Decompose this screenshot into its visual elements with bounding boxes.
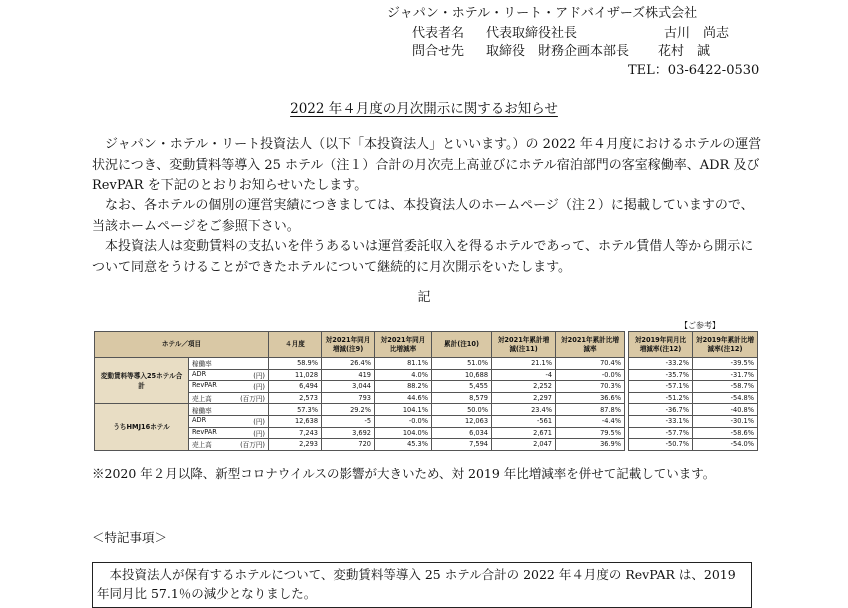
table-cell: 2,573: [269, 392, 322, 404]
table-cell: 8,579: [432, 392, 492, 404]
table-cell: -0.0%: [375, 415, 432, 427]
header-col-4: 累計(注10): [432, 332, 492, 358]
table-cell: 36.9%: [556, 439, 625, 451]
row-item: [189, 381, 269, 393]
table-cell: 7,594: [432, 439, 492, 451]
table-cell: 10,688: [432, 369, 492, 381]
row-item: [189, 358, 269, 370]
table-cell: 7,243: [269, 427, 322, 439]
ref-cell: -35.7%: [629, 369, 693, 381]
ref-cell: -50.7%: [629, 439, 693, 451]
table-row: [629, 427, 758, 439]
monthly-results-table: [94, 331, 625, 451]
document-title: 2022 年４月度の月次開示に関するお知らせ: [290, 101, 558, 117]
table-cell: 87.8%: [556, 404, 625, 416]
table-cell: 57.3%: [269, 404, 322, 416]
table-cell: 36.6%: [556, 392, 625, 404]
header-ref-1: 対2019年同月比増減率(注12): [629, 332, 693, 358]
row-item: [189, 404, 269, 416]
row-item: [189, 427, 269, 439]
special-text: 本投資法人が保有するホテルについて、変動賃料等導入 25 ホテル合計の 2022 年４月度の RevPAR は、2019 年同月比 57.1％の減少となりました。: [97, 567, 736, 601]
reference-label: 【ご参考】: [680, 321, 720, 330]
row-item: [189, 439, 269, 451]
ref-cell: -36.7%: [629, 404, 693, 416]
item-label: 売上高: [192, 441, 212, 450]
paragraph-3: 本投資法人は変動賃料の支払いを伴うあるいは運営委託収入を得るホテルであって、ホテル賃借人等から開示について同意をうけることができたホテルについて継続的に月次開示をいたします。: [92, 239, 754, 275]
table-cell: 45.3%: [375, 439, 432, 451]
item-label: ADR: [192, 369, 207, 378]
table-cell: 26.4%: [322, 358, 375, 370]
table-cell: 6,034: [432, 427, 492, 439]
table-cell: 2,297: [492, 392, 556, 404]
item-label: RevPAR: [192, 427, 217, 436]
table-cell: 44.6%: [375, 392, 432, 404]
table-cell: 21.1%: [492, 358, 556, 370]
table-cell: 58.9%: [269, 358, 322, 370]
table-row: [629, 358, 758, 370]
table-cell: 29.2%: [322, 404, 375, 416]
table-cell: 104.0%: [375, 427, 432, 439]
row-item: [189, 369, 269, 381]
rep-name: 古川 尚志: [664, 26, 730, 41]
group-name: うちHMJ16ホテル: [95, 404, 189, 450]
table-cell: -4: [492, 369, 556, 381]
paragraph-1: ジャパン・ホテル・リート投資法人（以下「本投資法人」といいます。）の 2022 年４月度におけるホテルの運営状況につき、変動賃料等導入 25 ホテル（注１）合計の月次売上高並びにホテル宿泊部門の客室稼働率、ADR 及び RevPAR を下記のとおりお知らせいたします。: [92, 137, 762, 193]
table-cell: 4.0%: [375, 369, 432, 381]
special-box: [92, 562, 752, 608]
ref-cell: -39.5%: [693, 358, 758, 370]
table-row: [629, 404, 758, 416]
item-unit: (円): [253, 429, 266, 438]
item-unit: (百万円): [240, 395, 266, 404]
table-cell: 88.2%: [375, 381, 432, 393]
item-label: ADR: [192, 416, 207, 425]
rep-title: 代表取締役社長: [486, 26, 578, 41]
table-cell: 720: [322, 439, 375, 451]
ref-cell: -54.8%: [693, 392, 758, 404]
row-item: [189, 415, 269, 427]
contact-title: 取締役 財務企画本部長: [486, 44, 630, 59]
ref-cell: -54.0%: [693, 439, 758, 451]
table-cell: 419: [322, 369, 375, 381]
group-name: 変動賃料等導入25ホテル合計: [95, 358, 189, 404]
item-unit: (百万円): [240, 441, 266, 450]
item-label: RevPAR: [192, 381, 217, 390]
table-cell: 12,063: [432, 415, 492, 427]
tel: TEL：03-6422-0530: [628, 63, 760, 78]
ref-cell: -58.6%: [693, 427, 758, 439]
table-cell: 12,638: [269, 415, 322, 427]
ref-cell: -31.7%: [693, 369, 758, 381]
header-col-5: 対2021年累計増減(注11): [492, 332, 556, 358]
table-row: [95, 404, 625, 416]
table-cell: 2,671: [492, 427, 556, 439]
table-row: [95, 358, 625, 370]
paragraph-2: なお、各ホテルの個別の運営実績につきましては、本投資法人のホームページ（注２）に掲載していますので、当該ホームページをご参照下さい。: [92, 198, 754, 234]
header-col-6: 対2021年累計比増減率: [556, 332, 625, 358]
table-cell: 6,494: [269, 381, 322, 393]
table-cell: 793: [322, 392, 375, 404]
company-name: ジャパン・ホテル・リート・アドバイザーズ株式会社: [387, 6, 698, 21]
row-item: [189, 392, 269, 404]
item-unit: (円): [253, 383, 266, 392]
table-cell: 70.4%: [556, 358, 625, 370]
header-col-1: ４月度: [269, 332, 322, 358]
table-cell: 2,293: [269, 439, 322, 451]
ref-cell: -57.1%: [629, 381, 693, 393]
special-heading: ＜特記事項＞: [92, 530, 168, 545]
table-row: [629, 369, 758, 381]
table-cell: -0.0%: [556, 369, 625, 381]
table-row: [629, 439, 758, 451]
table-cell: 23.4%: [492, 404, 556, 416]
table-cell: 3,692: [322, 427, 375, 439]
table-cell: 51.0%: [432, 358, 492, 370]
table-cell: -561: [492, 415, 556, 427]
ref-cell: -33.2%: [629, 358, 693, 370]
contact-label: 問合せ先: [412, 44, 465, 59]
contact-name: 花村 誠: [658, 44, 711, 59]
table-cell: -5: [322, 415, 375, 427]
table-row: [629, 392, 758, 404]
ref-cell: -57.7%: [629, 427, 693, 439]
ref-cell: -30.1%: [693, 415, 758, 427]
rep-label: 代表者名: [412, 26, 465, 41]
table-cell: 2,252: [492, 381, 556, 393]
ref-cell: -40.8%: [693, 404, 758, 416]
table-row: [629, 381, 758, 393]
item-unit: (円): [253, 418, 266, 427]
table-cell: 3,044: [322, 381, 375, 393]
table-cell: -4.4%: [556, 415, 625, 427]
table-cell: 11,028: [269, 369, 322, 381]
table-row: [629, 415, 758, 427]
table-cell: 79.5%: [556, 427, 625, 439]
ki-mark: 記: [417, 290, 431, 305]
header-ref-2: 対2019年累計比増減率(注12): [693, 332, 758, 358]
item-label: 売上高: [192, 395, 212, 404]
item-label: 稼働率: [192, 360, 212, 369]
table-cell: 81.1%: [375, 358, 432, 370]
ref-cell: -51.2%: [629, 392, 693, 404]
reference-table: [628, 331, 758, 451]
ref-cell: -58.7%: [693, 381, 758, 393]
item-label: 稼働率: [192, 406, 212, 415]
header-col-3: 対2021年同月比増減率: [375, 332, 432, 358]
table-cell: 104.1%: [375, 404, 432, 416]
header-col-2: 対2021年同月増減(注9): [322, 332, 375, 358]
table-cell: 5,455: [432, 381, 492, 393]
table-cell: 2,047: [492, 439, 556, 451]
item-unit: (円): [253, 371, 266, 380]
header-hotel-item: ホテル／項目: [95, 332, 269, 358]
table-cell: 70.3%: [556, 381, 625, 393]
covid-note: ※2020 年２月以降、新型コロナウイルスの影響が大きいため、対 2019 年比増減率を併せて記載しています。: [92, 466, 716, 481]
table-cell: 50.0%: [432, 404, 492, 416]
ref-cell: -33.1%: [629, 415, 693, 427]
